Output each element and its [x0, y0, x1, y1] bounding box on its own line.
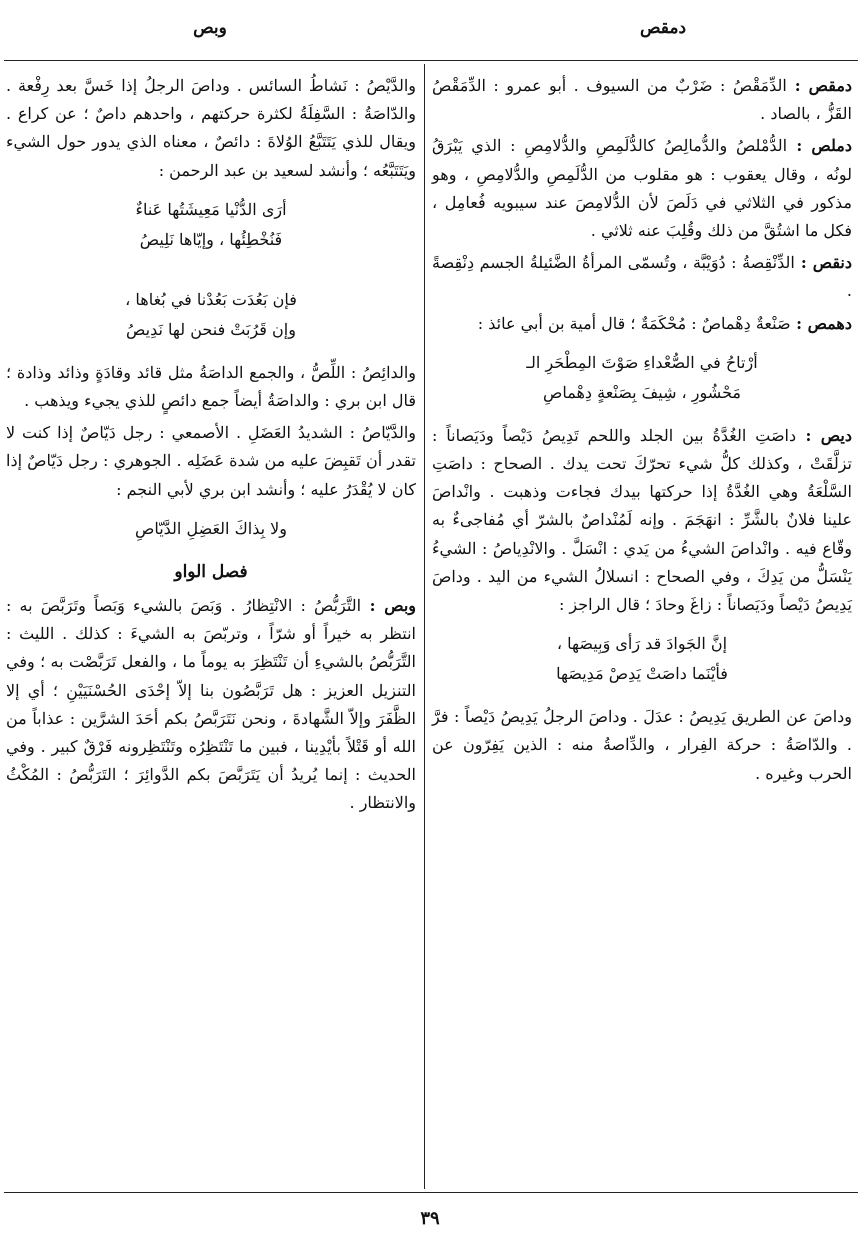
verse-line: فإن بَعُدَت بَعُدْنا في بُغاها ، [125, 289, 297, 309]
entry-text: داصَتِ الغُدَّةُ بين الجلد واللحم تَدِيصُ دَيْصاً ودَيَصاناً : تزلَّقَتْ ، وكذلك كلُّ شيء تحرّكَ تحت يدك . الصحاح : داصَتِ السَّلْعَةُ وهي الغُدَّةُ إذا حركتها بيدك فجاءت وذهبت . وانْداصَ علينا فلانٌ بالشَّرِّ : انهَجَمَ . وإنه لَمُنْداصٌ بالشرّ أي مُفاجىءٌ به وقّاع فيه . وانْداصَ الشيءُ من يَدي : انْسَلَّ . والانْدِياصُ : الشيءُ يَنْسَلُّ من يَدِكَ ، وفي الصحاح : انسلالُ الشيء من اليد . وداصَ يَدِيصُ دَيْصاً ودَيَصاناً : زاغَ وحادَ ؛ قال الراجز : [432, 425, 853, 615]
dictionary-entry [6, 359, 416, 415]
verse-line: ولا بِذاكَ العَضِلِ الدَّيّاصِ [134, 518, 287, 538]
entry-text: والدَّيْصُ : نَشاطُ السائس . وداصَ الرجلُ إذا خَسَّ بعد رِفْعة . والدّاصَةُ : السَّفِلَةُ لكثرة حركتهم ، واحدهم داصٌ ؛ عن كراع . ويقال للذي يَتَتَبَّعُ الوُلاةَ : دائصٌ ، معناه الذي يدور حول الشيء ويَتَتَبَّعُه ؛ وأنشد لسعيد بن عبد الرحمن : [6, 76, 416, 180]
verse-line: أرْتاحُ في الصُّعْداءِ صَوْتَ المِطْحَرِ الـ [526, 352, 758, 372]
header-rule [4, 60, 858, 61]
entry-text: الدِّمَقْصُ : ضَرْبٌ من السيوف . أبو عمرو : الدِّمَقْصُ القَزُّ ، بالصاد . [432, 76, 852, 124]
entry-text: والدائِصُ : اللِّصُّ ، والجمع الداصَةُ مثل قائد وقادَةٍ وذائد وذادة ؛ قال ابن بري : والداصَةُ أيضاً جمع دائصٍ للذي يجيء ويذهب . [6, 362, 416, 411]
verse-line: مَحْشُورِ ، شِيفَ بِصَنْعةٍ دِهْماصِ [543, 382, 741, 402]
verse-line: فأيْنَما داصَتْ يَدِصْ مَدِيصَها [556, 664, 728, 684]
dictionary-entry [432, 703, 852, 788]
entry-headword: دملص : [787, 136, 853, 156]
page-number: ٣٩ [420, 1208, 440, 1229]
poetry-verse [6, 514, 416, 544]
entry-text: التَّرَبُّصُ : الانْتِظارُ . وَبَصَ بالشيء وَبَصاً وتَرَبَّصَ به : انتظر به خيراً أو شرّاً ، وتربّصَ به الشيءَ : كذلك . الليث : التَّرَبُّصُ بالشيءِ أن تَنْتَظِرَ به يوماً ما ، والفعل تَرَبَّصْت به ؛ وفي التنزيل العزيز : هل تَرَبَّصُون بنا إلاّ إحْدَى الحُسْنَيَيْنِ ؛ أي إلا الظَّفَرَ وإلاّ الشَّهادةَ ، ونحن نَتَرَبَّصُ بكم أحَدَ الشرَّين : عذاباً من الله أو قَتْلاً بأيْدِينا ، فبين ما تَنْتَظِرُه وتَنْتَظِرونه فَرْقٌ كبير . وفي الحديث : إنما يُريدُ أن يَتَرَبَّصَ بكم الدَّوائِرَ ؛ التَرَبُّصُ : المُكْثُ والانتظار . [6, 596, 416, 813]
poetry-verse [6, 195, 416, 345]
entry-text: الدُّمْلصُ والدُّمالِصُ كالدُّلَمِصِ والدُّلامِصِ : الذي يَبْرَقُ لونُه ، وقال يعقوب : هو مقلوب من الدُّلَمِصِ والدُّلامِصِ ، وهو مذكور في الثلاثي في دَلَصَ لأن الدُّلامِصَ عند سيبويه فُعامِل ، فكل ما اشتُقَّ من ذلك وقُلِبَ عنه ثلاثي . [432, 136, 852, 241]
section-heading: فصل الواو [174, 561, 248, 582]
running-head-left: وبص [193, 18, 227, 38]
right-column [432, 72, 852, 792]
dictionary-entry [6, 419, 416, 504]
entry-text: صَنْعةٌ دِهْماصٌ : مُحْكَمَةٌ ؛ قال أمية بن أبي عائذ : [477, 313, 791, 333]
dictionary-entry [432, 249, 852, 305]
footer-rule [4, 1192, 858, 1193]
entry-text: وداصَ عن الطريق يَدِيصُ : عدَلَ . وداصَ الرجلُ يَدِيصُ دَيْصاً : فرَّ . والدّاصَةُ : حركة الفِرار ، والدِّاصةُ منه : الذين يَفِرّون عن الحرب وغيره . [432, 707, 852, 783]
dictionary-entry [6, 592, 416, 818]
verse-line: فَنُخْطِئُها ، وإيّاها نَلِيصُ [139, 229, 283, 249]
verse-line [6, 255, 416, 285]
entry-headword: دنقص : [794, 253, 852, 273]
dictionary-entry [432, 132, 852, 245]
entry-text: الدِّنْقِصةُ : دُوَيْبَّة ، وتُسمّى المرأةُ الضَّئيلةُ الجسم دِنْقِصةً . [432, 253, 852, 301]
entry-text: والدَّيّاصُ : الشديدُ العَضَلِ . الأصمعي : رجل دَيّاصٌ إذا كنت لا تقدر أن تَقبِضَ عليه من شدة عَضَلِه . الجوهري : رجل دَيّاصٌ إذا كان لا يُقْدَرُ عليه ؛ وأنشد ابن بري لأبي النجم : [6, 423, 416, 499]
poetry-verse [432, 629, 852, 689]
verse-line: وإن قَرُبَتْ فنحن لها نَدِيصُ [126, 319, 296, 339]
dictionary-entry [6, 72, 416, 185]
running-head-right: دمقص [639, 18, 687, 38]
left-column [6, 72, 416, 822]
entry-headword: وبص : [361, 596, 417, 616]
dictionary-entry [432, 72, 852, 128]
dictionary-entry [432, 310, 852, 338]
verse-line: إنَّ الجَوادَ قد رَأى وَبِيصَها ، [556, 634, 728, 654]
column-divider [424, 64, 425, 1189]
dictionary-entry [432, 422, 852, 619]
poetry-verse [432, 348, 852, 408]
entry-headword: دمقص : [786, 76, 853, 95]
entry-headword: ديص : [796, 425, 852, 445]
entry-headword: دهمص : [790, 313, 852, 333]
verse-line: أرَى الدُّنْيا مَعِيشَتُها عَناءٌ [135, 199, 287, 219]
